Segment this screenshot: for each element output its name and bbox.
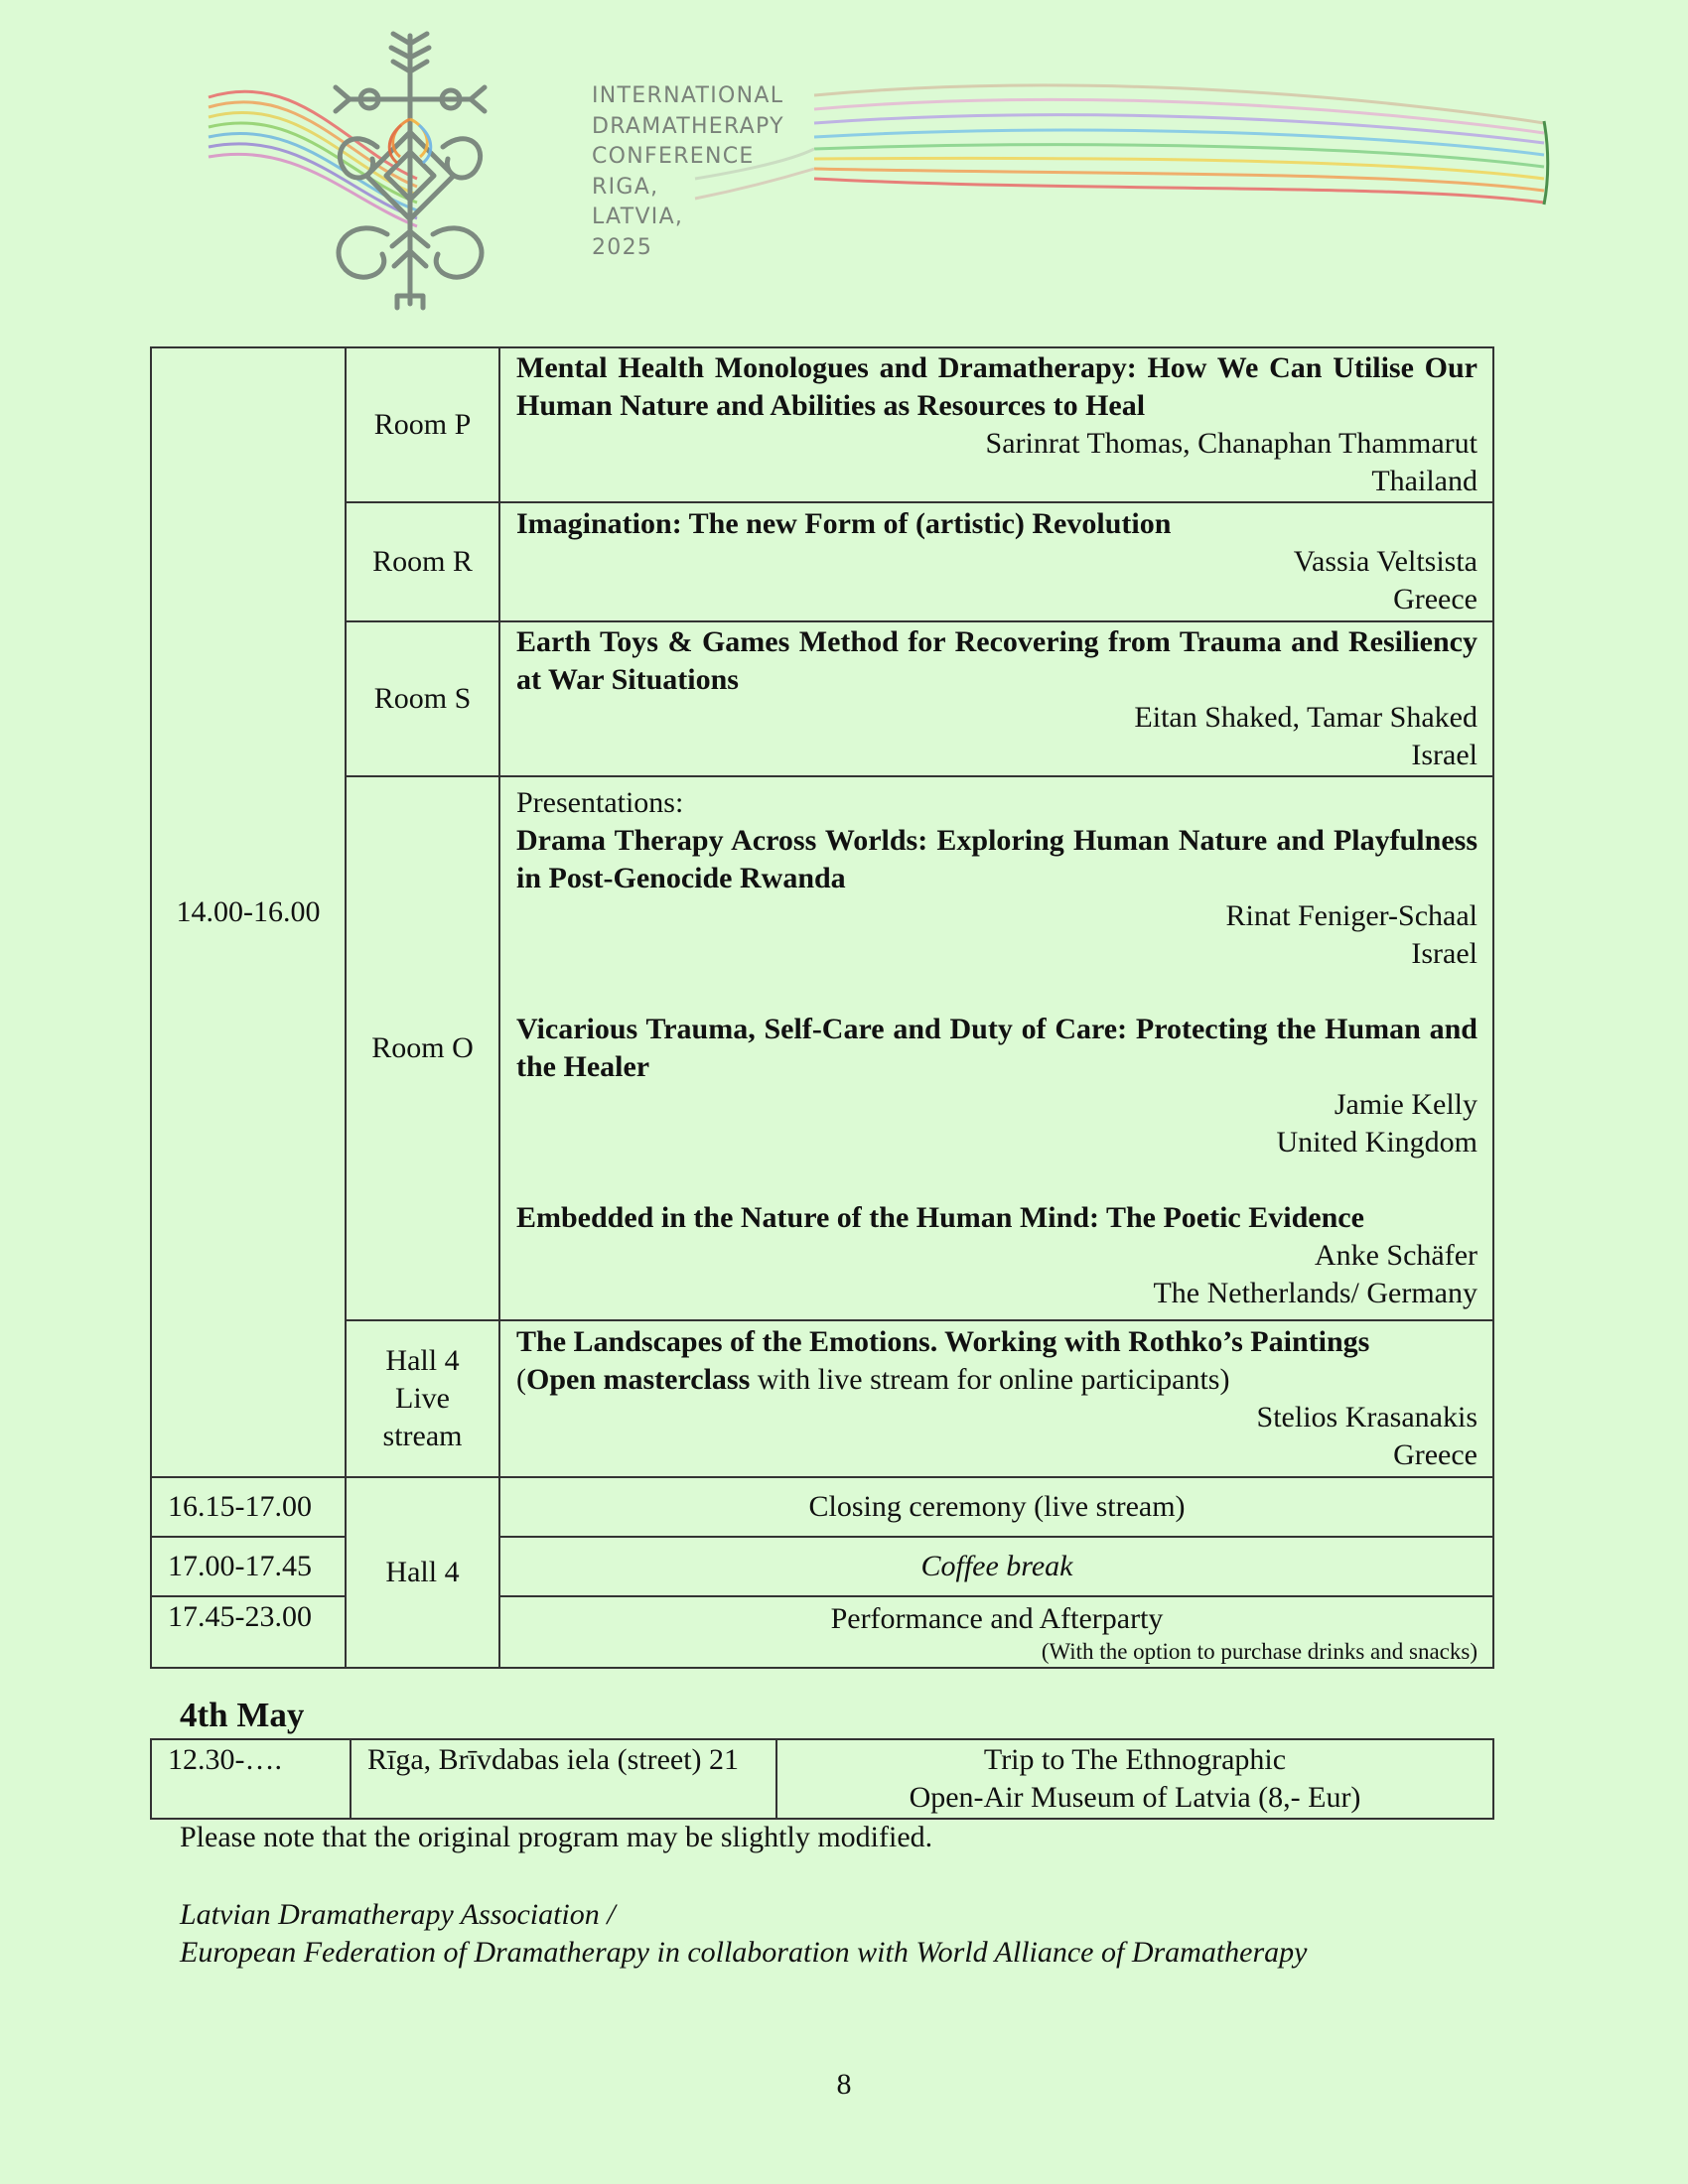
session-cell xyxy=(499,347,1493,502)
conference-title-line: 2025 xyxy=(592,234,653,260)
event-cell xyxy=(499,1596,1493,1668)
presentation-country: The Netherlands/ Germany xyxy=(1153,1277,1477,1309)
room-label-line: stream xyxy=(382,1420,463,1452)
room-label: Room P xyxy=(346,347,499,502)
presentation-item xyxy=(516,1199,1477,1312)
conference-title-line: CONFERENCE xyxy=(592,144,755,169)
session-cell xyxy=(499,1320,1493,1477)
trip-event xyxy=(776,1739,1493,1819)
session-cell xyxy=(499,621,1493,776)
room-label: Hall 4 xyxy=(346,1477,499,1668)
session-country: Israel xyxy=(1411,739,1477,771)
session-authors: Eitan Shaked, Tamar Shaked xyxy=(1134,701,1477,734)
room-label-line: Hall 4 xyxy=(385,1344,460,1377)
session-note-emphasis: Open masterclass xyxy=(526,1363,751,1396)
day-heading: 4th May xyxy=(180,1696,305,1734)
footer-line: European Federation of Dramatherapy in collaboration with World Alliance of Dramatherapy xyxy=(180,1936,1308,1969)
session-country: Greece xyxy=(1393,1438,1477,1471)
presentation-title: Embedded in the Nature of the Human Mind: The Poetic Evidence xyxy=(516,1201,1364,1234)
room-label: Room R xyxy=(346,502,499,621)
event-note: (With the option to purchase drinks and snacks) xyxy=(1041,1638,1477,1664)
session-note xyxy=(516,1361,1477,1399)
session-title: Mental Health Monologues and Dramatherapy: How We Can Utilise Our Human Nature and Abilities as Resources to Heal xyxy=(516,351,1477,422)
conference-title-line: DRAMATHERAPY xyxy=(592,113,784,139)
program-note: Please note that the original program may be slightly modified. xyxy=(180,1821,933,1853)
table-row xyxy=(151,347,1493,502)
presentation-item xyxy=(516,822,1477,973)
session-authors: Stelios Krasanakis xyxy=(1256,1401,1477,1433)
conference-title-line: INTERNATIONAL xyxy=(592,83,784,108)
event-name: Performance and Afterparty xyxy=(830,1601,1164,1635)
session-country: Thailand xyxy=(1371,465,1477,497)
session-title: Earth Toys & Games Method for Recovering from Trauma and Resiliency at War Situations xyxy=(516,625,1477,696)
session-note-text: with live stream for online participants) xyxy=(750,1363,1230,1396)
table-row xyxy=(151,776,1493,1320)
session-country: Greece xyxy=(1393,583,1477,615)
presentation-authors: Jamie Kelly xyxy=(1334,1088,1477,1121)
table-row xyxy=(151,621,1493,776)
presentation-authors: Anke Schäfer xyxy=(1314,1239,1477,1272)
rainbow-ribbon-icon xyxy=(0,0,1688,328)
conference-title-line: RIGA, xyxy=(592,174,659,200)
event-name: Coffee break xyxy=(499,1537,1493,1596)
session-authors: Sarinrat Thomas, Chanaphan Thammarut xyxy=(985,427,1477,460)
table-row xyxy=(151,1477,1493,1537)
organizers-footer xyxy=(180,1896,1307,1972)
event-time: 17.00-17.45 xyxy=(151,1537,346,1596)
footer-line: Latvian Dramatherapy Association / xyxy=(180,1898,616,1931)
room-label: Room S xyxy=(346,621,499,776)
conference-title-line: LATVIA, xyxy=(592,205,684,229)
session-cell xyxy=(499,502,1493,621)
schedule-table xyxy=(150,346,1494,1669)
session-cell xyxy=(499,776,1493,1320)
conference-title xyxy=(592,81,784,263)
table-row xyxy=(151,1320,1493,1477)
event-time: 16.15-17.00 xyxy=(151,1477,346,1537)
table-row xyxy=(151,502,1493,621)
room-label xyxy=(346,1320,499,1477)
presentation-title: Vicarious Trauma, Self-Care and Duty of Care: Protecting the Human and the Healer xyxy=(516,1013,1477,1083)
presentation-authors: Rinat Feniger-Schaal xyxy=(1225,899,1477,932)
presentation-country: United Kingdom xyxy=(1276,1126,1477,1159)
session-title: The Landscapes of the Emotions. Working with Rothko’s Paintings xyxy=(516,1325,1370,1358)
presentation-country: Israel xyxy=(1411,937,1477,970)
page-number: 8 xyxy=(836,2068,852,2101)
room-label-line: Live xyxy=(395,1382,450,1415)
presentation-item xyxy=(516,1011,1477,1161)
folk-ornament-tree-icon xyxy=(298,28,526,311)
trip-location: Rīga, Brīvdabas iela (street) 21 xyxy=(351,1739,776,1819)
session-authors: Vassia Veltsista xyxy=(1293,545,1477,578)
presentations-intro: Presentations: xyxy=(516,786,684,819)
presentation-title: Drama Therapy Across Worlds: Exploring Human Nature and Playfulness in Post-Genocide Rwanda xyxy=(516,824,1477,894)
room-label: Room O xyxy=(346,776,499,1320)
session-title: Imagination: The new Form of (artistic) Revolution xyxy=(516,507,1172,540)
table-row xyxy=(151,1739,1493,1819)
trip-table xyxy=(150,1738,1494,1820)
session-note-open: ( xyxy=(516,1363,526,1396)
event-name: Closing ceremony (live stream) xyxy=(499,1477,1493,1537)
conference-banner xyxy=(0,0,1688,328)
trip-event-line: Trip to The Ethnographic xyxy=(983,1743,1287,1776)
session-time: 14.00-16.00 xyxy=(151,347,346,1477)
event-time: 17.45-23.00 xyxy=(151,1596,346,1668)
trip-time: 12.30-…. xyxy=(151,1739,351,1819)
trip-event-line: Open-Air Museum of Latvia (8,- Eur) xyxy=(909,1781,1361,1814)
